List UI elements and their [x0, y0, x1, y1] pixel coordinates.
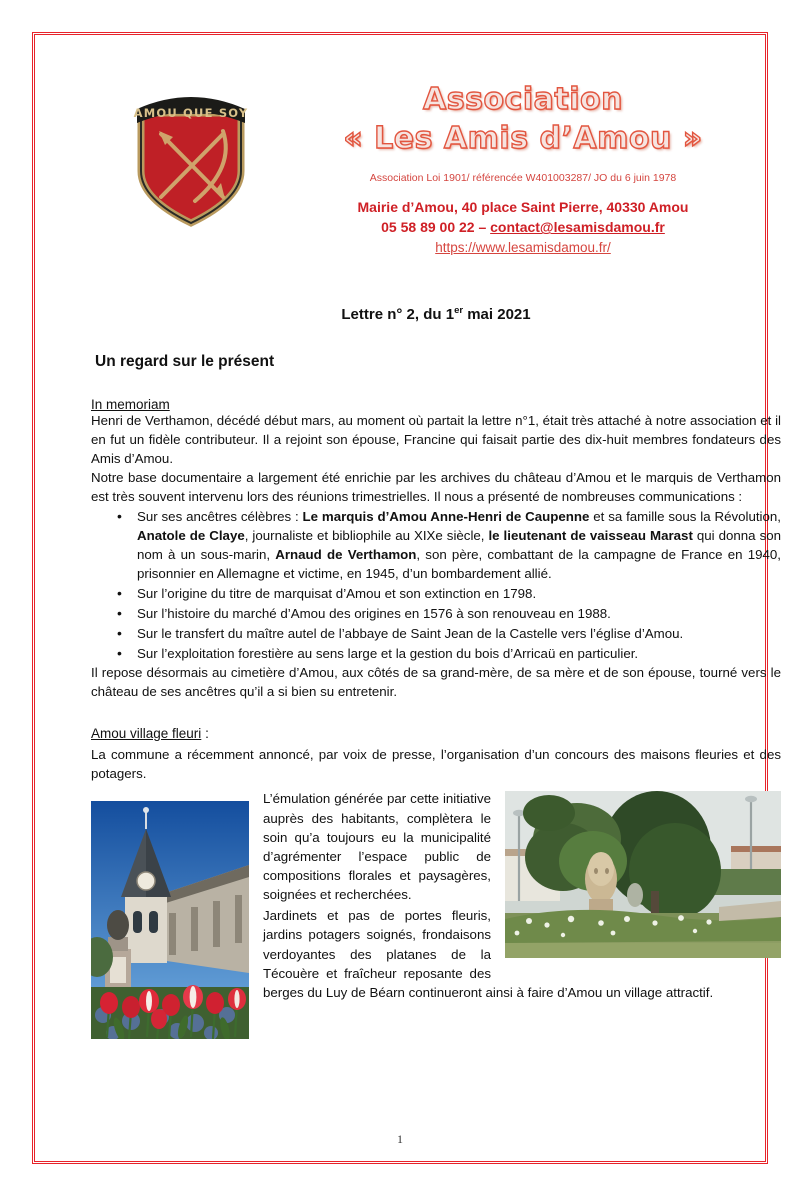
bullet-emphasis: le lieutenant de vaisseau Marast	[488, 528, 693, 544]
association-contact-block	[273, 197, 773, 258]
memoriam-paragraph-3: Il repose désormais au cimetière d’Amou, aux côtés de sa grand-mère, de sa mère et de son épouse, tourné vers le château de ses ancêtres qu’il a si bien su entretenir.	[91, 665, 781, 700]
village-fleuri-heading	[91, 726, 781, 741]
village-fleuri-heading-colon: :	[201, 726, 209, 742]
bullet-text: et sa famille sous la Révolution,	[589, 509, 781, 525]
crest-motto-text: AMOU QUE SOY	[133, 106, 249, 120]
village-fleuri-intro: La commune a récemment annoncé, par voix de presse, l’organisation d’un concours des maisons fleuries et des potagers.	[91, 747, 781, 782]
garden-photo	[505, 791, 781, 958]
letter-issue-line	[91, 305, 781, 323]
page-title: Un regard sur le présent	[95, 353, 275, 370]
letterhead	[91, 77, 781, 285]
bullet-text: , journaliste et bibliophile au XIXe siècle,	[244, 528, 489, 544]
letter-issue-suffix: mai 2021	[463, 306, 531, 323]
association-legal-reference: Association Loi 1901/ référencée W401003287/ JO du 6 juin 1978	[369, 172, 677, 184]
memoriam-paragraph-1: Henri de Verthamon, décédé début mars, au moment où partait la lettre n°1, était très attaché à notre association et il en fut un fidèle contributeur. Il a rejoint son épouse, Francine qui faisait partie des dix-huit membres fondateurs des Amis d’Amou.	[91, 413, 781, 466]
letter-issue-ordinal: er	[454, 305, 464, 316]
communication-bullet	[137, 605, 781, 624]
communication-bullet	[137, 645, 781, 664]
website-link[interactable]: https://www.lesamisdamou.fr/	[435, 239, 611, 255]
bullet-text: Sur le transfert du maître autel de l’abbaye de Saint Jean de la Castelle vers l’église d’Amou.	[137, 625, 684, 641]
village-fleuri-closing: Jardinets et pas de portes fleuris, jardins potagers soignés, frondaisons verdoyantes des platanes de la Técouère et fraîcheur reposante des berges du Luy de Béarn continueront ainsi à faire d’Amou un village attractif.	[263, 908, 714, 1000]
letterhead-text-block	[273, 77, 773, 258]
page-content	[91, 77, 781, 1187]
bullet-text: , son père, combattant de la campagne de France en 1940, prisonnier en Allemagne et victime, en 1945, d’un bombardement allié.	[137, 547, 781, 581]
bullet-emphasis: Arnaud de Verthamon	[275, 547, 417, 563]
phone-and-email-line	[273, 217, 773, 237]
communication-bullet	[137, 625, 781, 644]
village-fleuri-photo-text-block	[91, 789, 781, 1043]
bullet-text: Sur l’exploitation forestière au sens large et la gestion du bois d’Arricaü en particulier.	[137, 645, 639, 661]
phone-number: 05 58 89 00 22 –	[381, 219, 491, 236]
bullet-text: Sur l’histoire du marché d’Amou des origines en 1576 à son renouveau en 1988.	[137, 605, 611, 621]
bullet-emphasis: Anatole de Claye	[137, 528, 245, 544]
bullet-text: qui donna son nom à un sous-marin,	[137, 528, 782, 563]
association-crest-logo	[131, 79, 251, 229]
memoriam-paragraph-2: Notre base documentaire a largement été enrichie par les archives du château d’Amou et le marquis de Verthamon est très souvent intervenu lors des réunions trimestrielles. Il nous a présenté de nombreuses communications :	[91, 469, 781, 504]
email-link[interactable]: contact@lesamisdamou.fr	[490, 219, 665, 236]
church-tulips-photo	[91, 801, 249, 1039]
memoriam-communication-list	[91, 508, 781, 663]
village-fleuri-heading-text: Amou village fleuri	[91, 726, 202, 742]
village-fleuri-column-text: L’émulation générée par cette initiative auprès des habitants, complètera le soin qu’a toujours eu la municipalité d’agrémenter l’espace public de compositions florales et paysagères, soignées et recherchées.	[263, 791, 491, 903]
red-page-border	[32, 32, 782, 1164]
bullet-emphasis: Le marquis d’Amou Anne-Henri de Caupenne	[302, 509, 590, 525]
page-number: 1	[397, 1132, 403, 1146]
association-title-line1: Association	[423, 82, 623, 117]
in-memoriam-heading	[91, 397, 781, 412]
communication-bullet	[137, 508, 781, 584]
communication-bullet	[137, 585, 781, 604]
bullet-text: Sur l’origine du titre de marquisat d’Amou et son extinction en 1798.	[137, 585, 537, 601]
postal-address: Mairie d’Amou, 40 place Saint Pierre, 40330 Amou	[357, 199, 689, 215]
in-memoriam-heading-text: In memoriam	[91, 397, 170, 412]
letter-issue-prefix: Lettre n° 2, du 1	[341, 306, 455, 323]
bullet-text: Sur ses ancêtres célèbres :	[137, 509, 303, 525]
association-title-line2: « Les Amis d’Amou »	[343, 120, 703, 156]
